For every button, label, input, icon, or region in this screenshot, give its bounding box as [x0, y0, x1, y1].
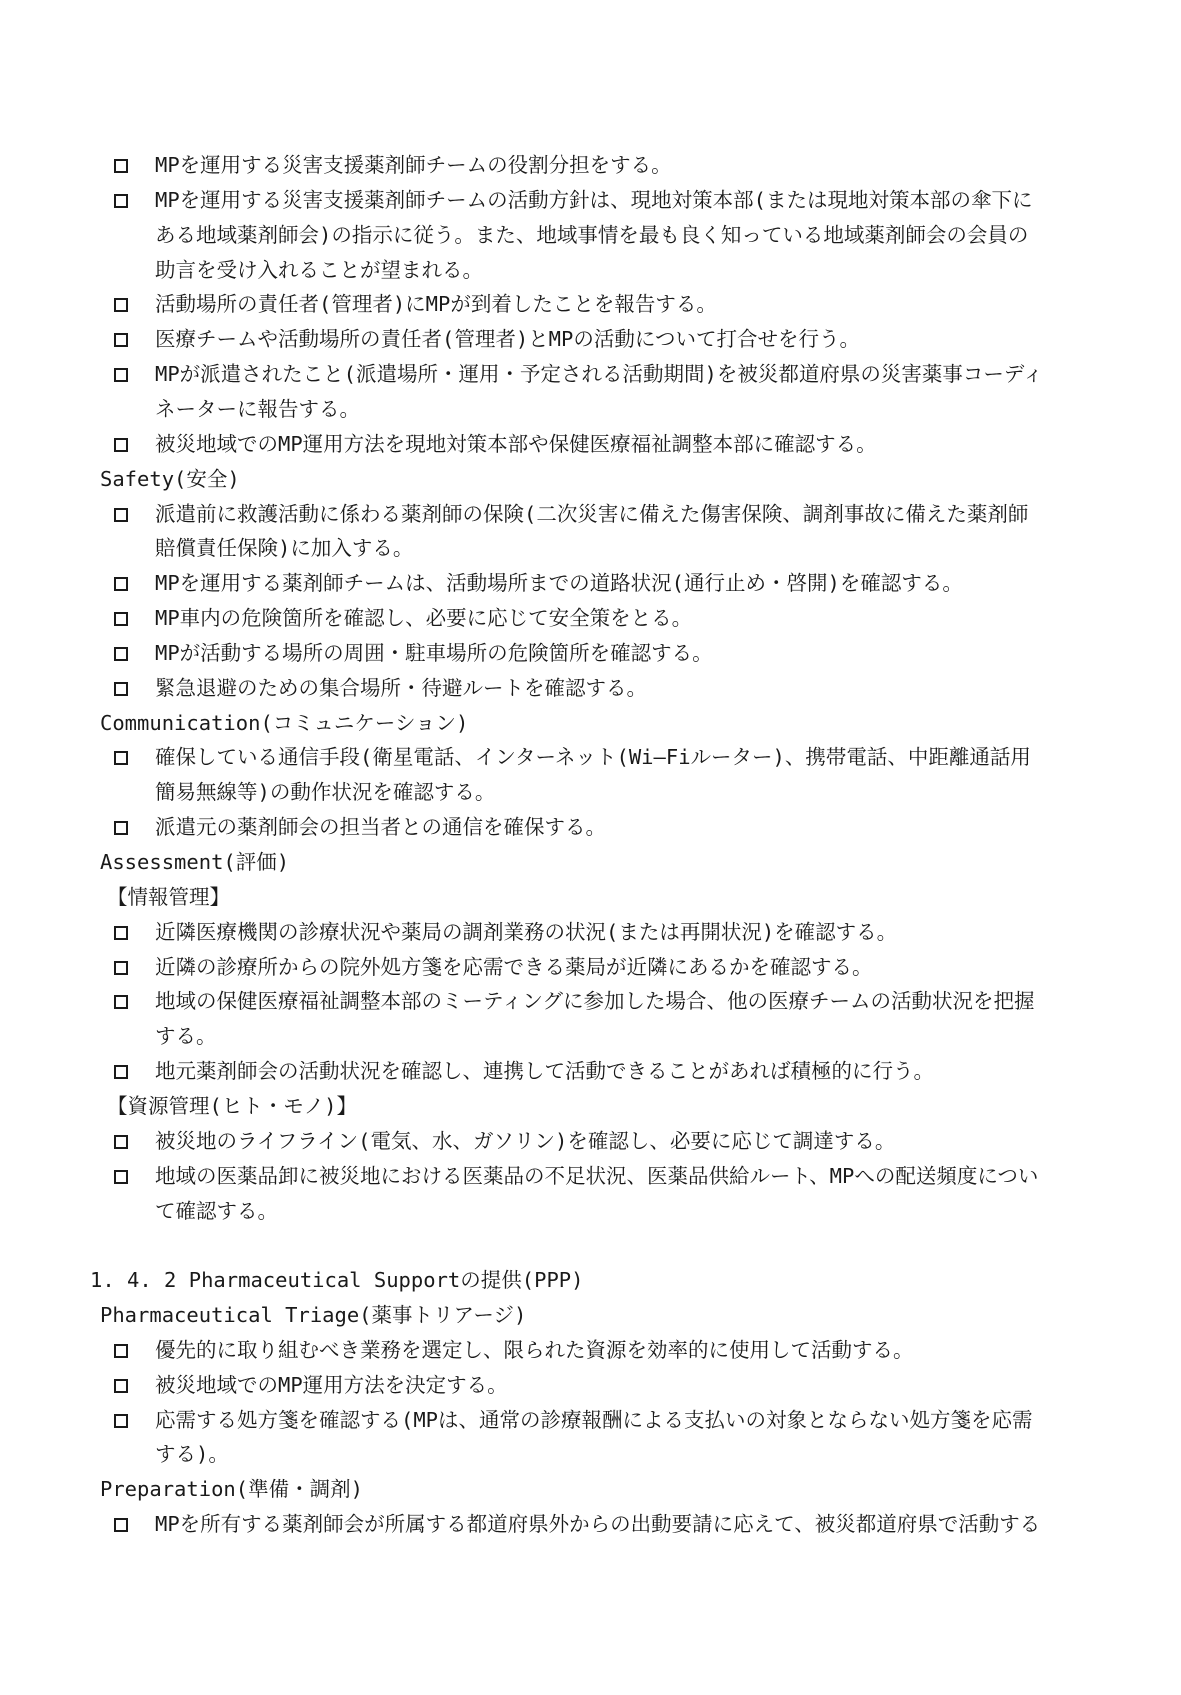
checkbox-icon: [114, 647, 128, 661]
checkbox-icon: [114, 333, 128, 347]
checkbox-icon: [114, 508, 128, 522]
checkbox-icon: [114, 926, 128, 940]
subcategory-heading: 【資源管理(ヒト・モノ)】: [107, 1093, 357, 1118]
checklist-item-continuation: て確認する。: [155, 1198, 278, 1223]
checklist-item-text: MPを所有する薬剤師会が所属する都道府県外からの出動要請に応えて、被災都道府県で活動する: [155, 1512, 1041, 1537]
checkbox-icon: [114, 682, 128, 696]
checkbox-icon: [114, 821, 128, 835]
checkbox-icon: [114, 577, 128, 591]
category-heading: Pharmaceutical Triage(薬事トリアージ): [100, 1303, 527, 1328]
checklist-item-text: 優先的に取り組むべき業務を選定し、限られた資源を効率的に使用して活動する。: [155, 1337, 914, 1362]
category-heading: Safety(安全): [100, 466, 240, 491]
checklist-item-continuation: 簡易無線等)の動作状況を確認する。: [155, 780, 496, 805]
checkbox-icon: [114, 1379, 128, 1393]
checkbox-icon: [114, 1414, 128, 1428]
category-heading: Preparation(準備・調剤): [100, 1477, 363, 1502]
checklist-item-text: 派遣前に救護活動に係わる薬剤師の保険(二次災害に備えた傷害保険、調剤事故に備えた薬剤師: [155, 501, 1029, 526]
checklist-item-text: 医療チームや活動場所の責任者(管理者)とMPの活動について打合せを行う。: [155, 327, 860, 352]
checklist-item-continuation: 助言を受け入れることが望まれる。: [155, 257, 483, 282]
checkbox-icon: [114, 995, 128, 1009]
checkbox-icon: [114, 1344, 128, 1358]
checklist-item-continuation: 賠償責任保険)に加入する。: [155, 536, 414, 561]
checklist-item-text: MPを運用する薬剤師チームは、活動場所までの道路状況(通行止め・啓開)を確認する。: [155, 571, 963, 596]
checklist-item-text: MPが派遣されたこと(派遣場所・運用・予定される活動期間)を被災都道府県の災害薬事コーディ: [155, 362, 1044, 387]
checklist-item-continuation: ある地域薬剤師会)の指示に従う。また、地域事情を最も良く知っている地域薬剤師会の会員の: [155, 222, 1029, 247]
subcategory-heading: 【情報管理】: [107, 884, 230, 909]
checkbox-icon: [114, 1135, 128, 1149]
checkbox-icon: [114, 194, 128, 208]
section-title: 1. 4. 2 Pharmaceutical Supportの提供(PPP): [90, 1268, 584, 1293]
checklist-item-text: MP車内の危険箇所を確認し、必要に応じて安全策をとる。: [155, 606, 693, 631]
checklist-item-text: 近隣医療機関の診療状況や薬局の調剤業務の状況(または再開状況)を確認する。: [155, 919, 898, 944]
checkbox-icon: [114, 1065, 128, 1079]
checkbox-icon: [114, 438, 128, 452]
checklist-item-text: MPが活動する場所の周囲・駐車場所の危険箇所を確認する。: [155, 640, 713, 665]
checklist-item-text: 地域の保健医療福祉調整本部のミーティングに参加した場合、他の医療チームの活動状況を把握: [155, 989, 1035, 1014]
checklist-item-text: 被災地域でのMP運用方法を決定する。: [155, 1372, 508, 1397]
checklist-item-text: 応需する処方箋を確認する(MPは、通常の診療報酬による支払いの対象とならない処方箋を応需: [155, 1407, 1033, 1432]
checkbox-icon: [114, 1170, 128, 1184]
checklist-item-text: 派遣元の薬剤師会の担当者との通信を確保する。: [155, 815, 606, 840]
checklist-item-text: 緊急退避のための集合場所・待避ルートを確認する。: [155, 675, 647, 700]
checkbox-icon: [114, 751, 128, 765]
checkbox-icon: [114, 368, 128, 382]
checklist-item-text: 被災地域でのMP運用方法を現地対策本部や保健医療福祉調整本部に確認する。: [155, 431, 877, 456]
checklist-item-text: 地域の医薬品卸に被災地における医薬品の不足状況、医薬品供給ルート、MPへの配送頻度につい: [155, 1163, 1039, 1188]
category-heading: Assessment(評価): [100, 850, 290, 874]
checklist-item-continuation: する。: [155, 1024, 217, 1049]
checklist-item-continuation: ネーターに報告する。: [155, 396, 360, 421]
checkbox-icon: [114, 612, 128, 626]
checkbox-icon: [114, 961, 128, 975]
checkbox-icon: [114, 1518, 128, 1532]
category-heading: Communication(コミュニケーション): [100, 710, 469, 735]
checklist-item-text: 地元薬剤師会の活動状況を確認し、連携して活動できることがあれば積極的に行う。: [155, 1059, 934, 1084]
checklist-item-text: 近隣の診療所からの院外処方箋を応需できる薬局が近隣にあるかを確認する。: [155, 954, 873, 979]
checkbox-icon: [114, 159, 128, 173]
checklist-item-text: 確保している通信手段(衛星電話、インターネット(Wi—Fiルーター)、携帯電話、中距離通話用: [155, 745, 1031, 770]
checklist-item-text: 被災地のライフライン(電気、水、ガソリン)を確認し、必要に応じて調達する。: [155, 1128, 896, 1153]
checklist-item-text: MPを運用する災害支援薬剤師チームの役割分担をする。: [155, 153, 672, 177]
checklist-item-text: MPを運用する災害支援薬剤師チームの活動方針は、現地対策本部(または現地対策本部の傘下に: [155, 187, 1033, 212]
checkbox-icon: [114, 298, 128, 312]
checklist-item-continuation: する)。: [155, 1442, 229, 1467]
checklist-item-text: 活動場所の責任者(管理者)にMPが到着したことを報告する。: [155, 292, 717, 317]
